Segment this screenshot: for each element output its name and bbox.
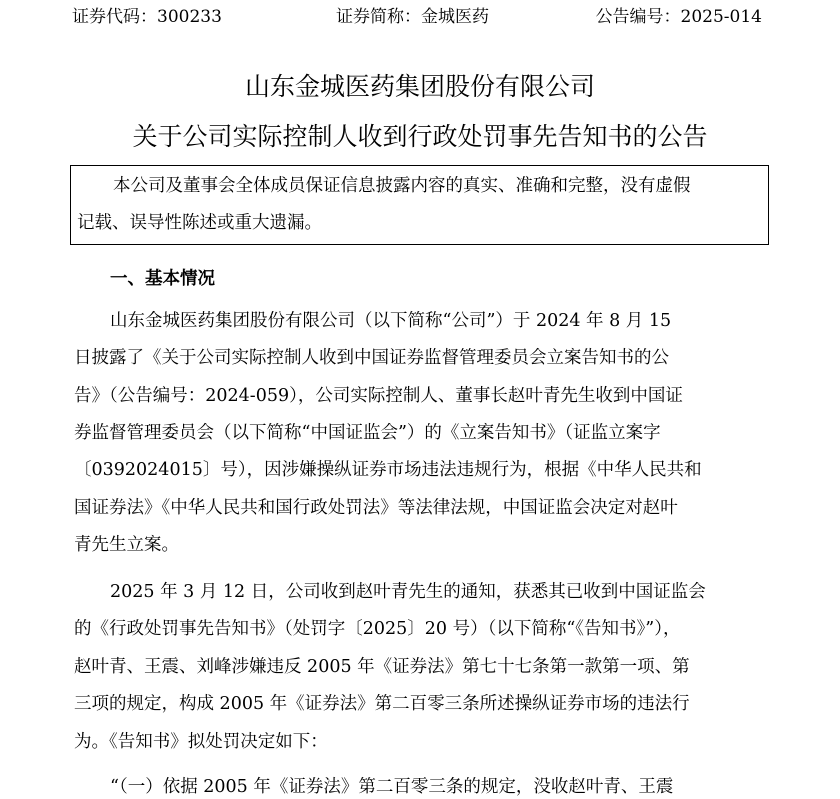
body-line: 青先生立案。 — [74, 535, 179, 555]
disclaimer-box — [70, 165, 769, 245]
body-line: 〔0392024015〕号），因涉嫌操纵证券市场违法违规行为，根据《中华人民共和 — [74, 460, 702, 480]
section-heading: 一、基本情况 — [110, 269, 215, 289]
company-title: 山东金城医药集团股份有限公司 — [244, 72, 595, 101]
body-line: 2025 年 3 月 12 日，公司收到赵叶青先生的通知，获悉其已收到中国证监会 — [110, 582, 706, 602]
stock-name: 证券简称：金城医药 — [336, 7, 489, 27]
body-line: 的《行政处罚事先告知书》（处罚字〔2025〕20 号）（以下简称“《告知书》”）， — [74, 619, 681, 639]
body-line: 山东金城医药集团股份有限公司（以下简称“公司”）于 2024 年 8 月 15 — [110, 311, 672, 331]
body-line: 日披露了《关于公司实际控制人收到中国证券监督管理委员会立案告知书的公 — [74, 348, 669, 368]
body-line: 券监督管理委员会（以下简称“中国证监会”）的《立案告知书》（证监立案字 — [74, 423, 661, 443]
body-line: 赵叶青、王震、刘峰涉嫌违反 2005 年《证券法》第七十七条第一款第一项、第 — [74, 657, 690, 677]
body-line: 国证券法》《中华人民共和国行政处罚法》等法律法规，中国证监会决定对赵叶 — [74, 498, 678, 518]
body-line: “（一）依据 2005 年《证券法》第二百零三条的规定，没收赵叶青、王震 — [110, 777, 674, 797]
disclaimer-line: 记载、误导性陈述或重大遗漏。 — [77, 213, 322, 233]
body-line: 告》（公告编号：2024-059），公司实际控制人、董事长赵叶青先生收到中国证 — [74, 386, 683, 406]
document-header — [72, 6, 762, 28]
announcement-number: 公告编号：2025-014 — [595, 7, 762, 27]
stock-code: 证券代码：300233 — [72, 7, 222, 27]
announcement-title: 关于公司实际控制人收到行政处罚事先告知书的公告 — [132, 122, 708, 151]
body-line: 三项的规定，构成 2005 年《证券法》第二百零三条所述操纵证券市场的违法行 — [74, 694, 690, 714]
body-line: 为。《告知书》拟处罚决定如下： — [74, 732, 328, 752]
disclaimer-line: 本公司及董事会全体成员保证信息披露内容的真实、准确和完整，没有虚假 — [113, 176, 691, 196]
